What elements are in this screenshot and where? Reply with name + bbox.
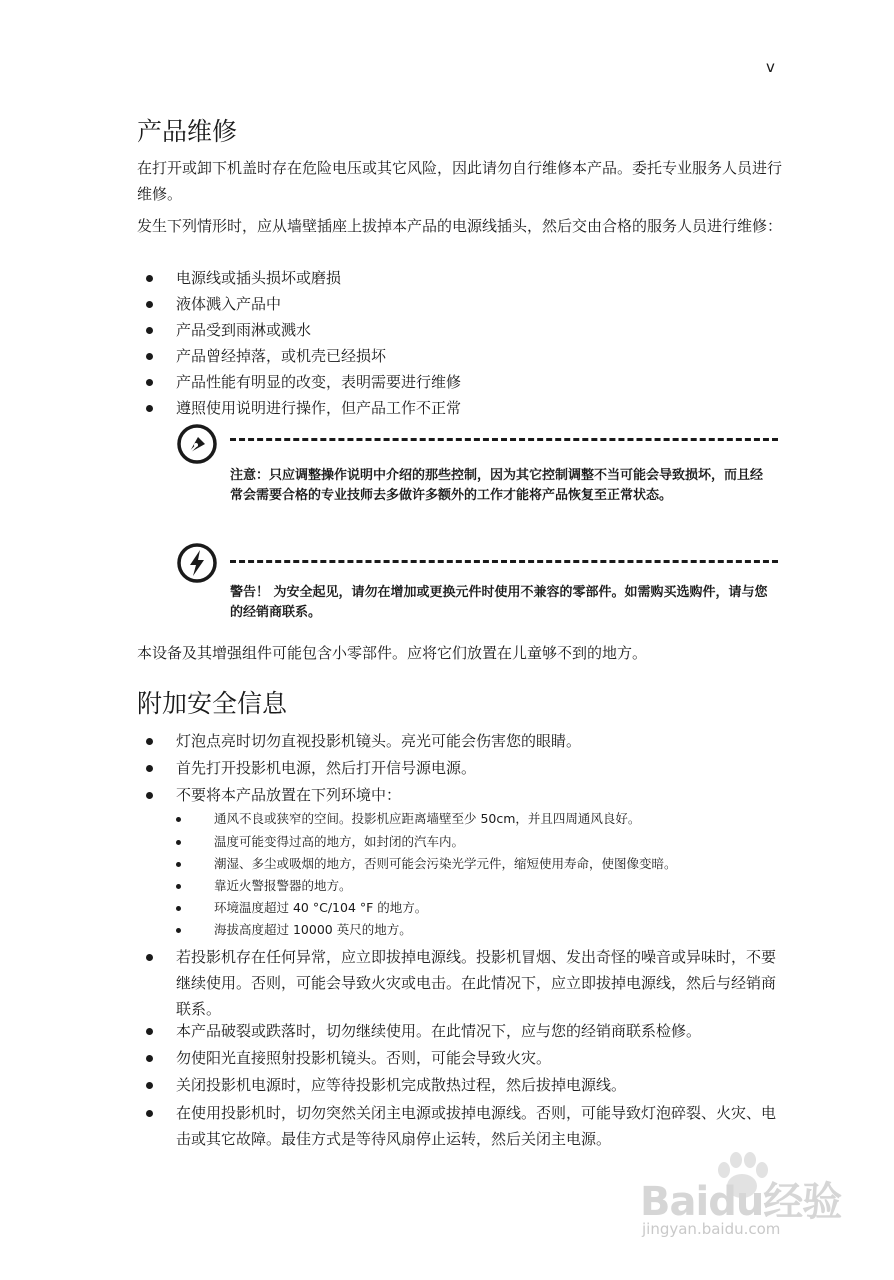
sub-list-item: 环境温度超过 40 °C/104 °F 的地方。 xyxy=(214,898,427,918)
list-item: 若投影机存在任何异常，应立即拔掉电源线。投影机冒烟、发出奇怪的噪音或异味时，不要继续使用。否则，可能会导致火灾或电击。在此情况下，应立即拔掉电源线，然后与经销商联系。 xyxy=(176,944,781,1022)
list-item: 在使用投影机时，切勿突然关闭主电源或拔掉电源线。否则，可能导致灯泡碎裂、火灾、电击或其它故障。最佳方式是等待风扇停止运转，然后关闭主电源。 xyxy=(176,1100,781,1152)
sub-list-item: 通风不良或狭窄的空间。投影机应距离墙壁至少 50cm，并且四周通风良好。 xyxy=(214,809,640,829)
small-parts-paragraph: 本设备及其增强组件可能包含小零部件。应将它们放置在儿童够不到的地方。 xyxy=(137,644,648,662)
sub-list-item: 海拔高度超过 10000 英尺的地方。 xyxy=(214,920,412,940)
note-divider xyxy=(230,438,778,441)
sub-list-item: 靠近火警报警器的地方。 xyxy=(214,876,352,896)
note-text: 注意：只应调整操作说明中介绍的那些控制，因为其它控制调整不当可能会导致损坏，而且经常会需要合格的专业技师去多做许多额外的工作才能将产品恢复至正常状态。 xyxy=(230,468,764,503)
sub-list-item: 温度可能变得过高的地方，如封闭的汽车内。 xyxy=(214,832,464,852)
list-item: 灯泡点亮时切勿直视投影机镜头。亮光可能会伤害您的眼睛。 xyxy=(176,728,581,754)
service-paragraph: 在打开或卸下机盖时存在危险电压或其它风险，因此请勿自行维修本产品。委托专业服务人员进行维修。 xyxy=(137,159,783,203)
list-item: 勿使阳光直接照射投影机镜头。否则，可能会导致火灾。 xyxy=(176,1045,781,1071)
section-title-additional-safety: 附加安全信息 xyxy=(137,689,288,718)
list-item: 电源线或插头损坏或磨损 xyxy=(176,265,341,291)
pen-note-icon xyxy=(176,423,218,465)
list-item: 产品曾经掉落，或机壳已经损坏 xyxy=(176,343,386,369)
warning-text: 警告！ 为安全起见，请勿在增加或更换元件时使用不兼容的零部件。如需购买选购件，请与您的经销商联系。 xyxy=(230,585,768,620)
list-item: 首先打开投影机电源，然后打开信号源电源。 xyxy=(176,755,476,781)
list-item: 遵照使用说明进行操作，但产品工作不正常 xyxy=(176,395,461,421)
section-title-product-service: 产品维修 xyxy=(137,117,238,146)
unplug-paragraph: 发生下列情形时，应从墙壁插座上拔掉本产品的电源线插头，然后交由合格的服务人员进行维修： xyxy=(137,217,783,235)
list-item: 液体溅入产品中 xyxy=(176,291,281,317)
list-item: 关闭投影机电源时，应等待投影机完成散热过程，然后拔掉电源线。 xyxy=(176,1072,781,1098)
list-item: 不要将本产品放置在下列环境中： xyxy=(176,782,401,808)
watermark-logo: Baidu经验 xyxy=(640,1179,842,1225)
baidu-watermark xyxy=(640,1148,880,1248)
page-number: v xyxy=(766,58,775,76)
list-item: 产品受到雨淋或溅水 xyxy=(176,317,311,343)
lightning-warning-icon xyxy=(176,542,218,584)
list-item: 本产品破裂或跌落时，切勿继续使用。在此情况下，应与您的经销商联系检修。 xyxy=(176,1018,781,1044)
watermark-url: jingyan.baidu.com xyxy=(642,1220,781,1238)
sub-list-item: 潮湿、多尘或吸烟的地方，否则可能会污染光学元件，缩短使用寿命，使图像变暗。 xyxy=(214,854,677,874)
warning-divider xyxy=(230,560,778,563)
list-item: 产品性能有明显的改变，表明需要进行维修 xyxy=(176,369,461,395)
